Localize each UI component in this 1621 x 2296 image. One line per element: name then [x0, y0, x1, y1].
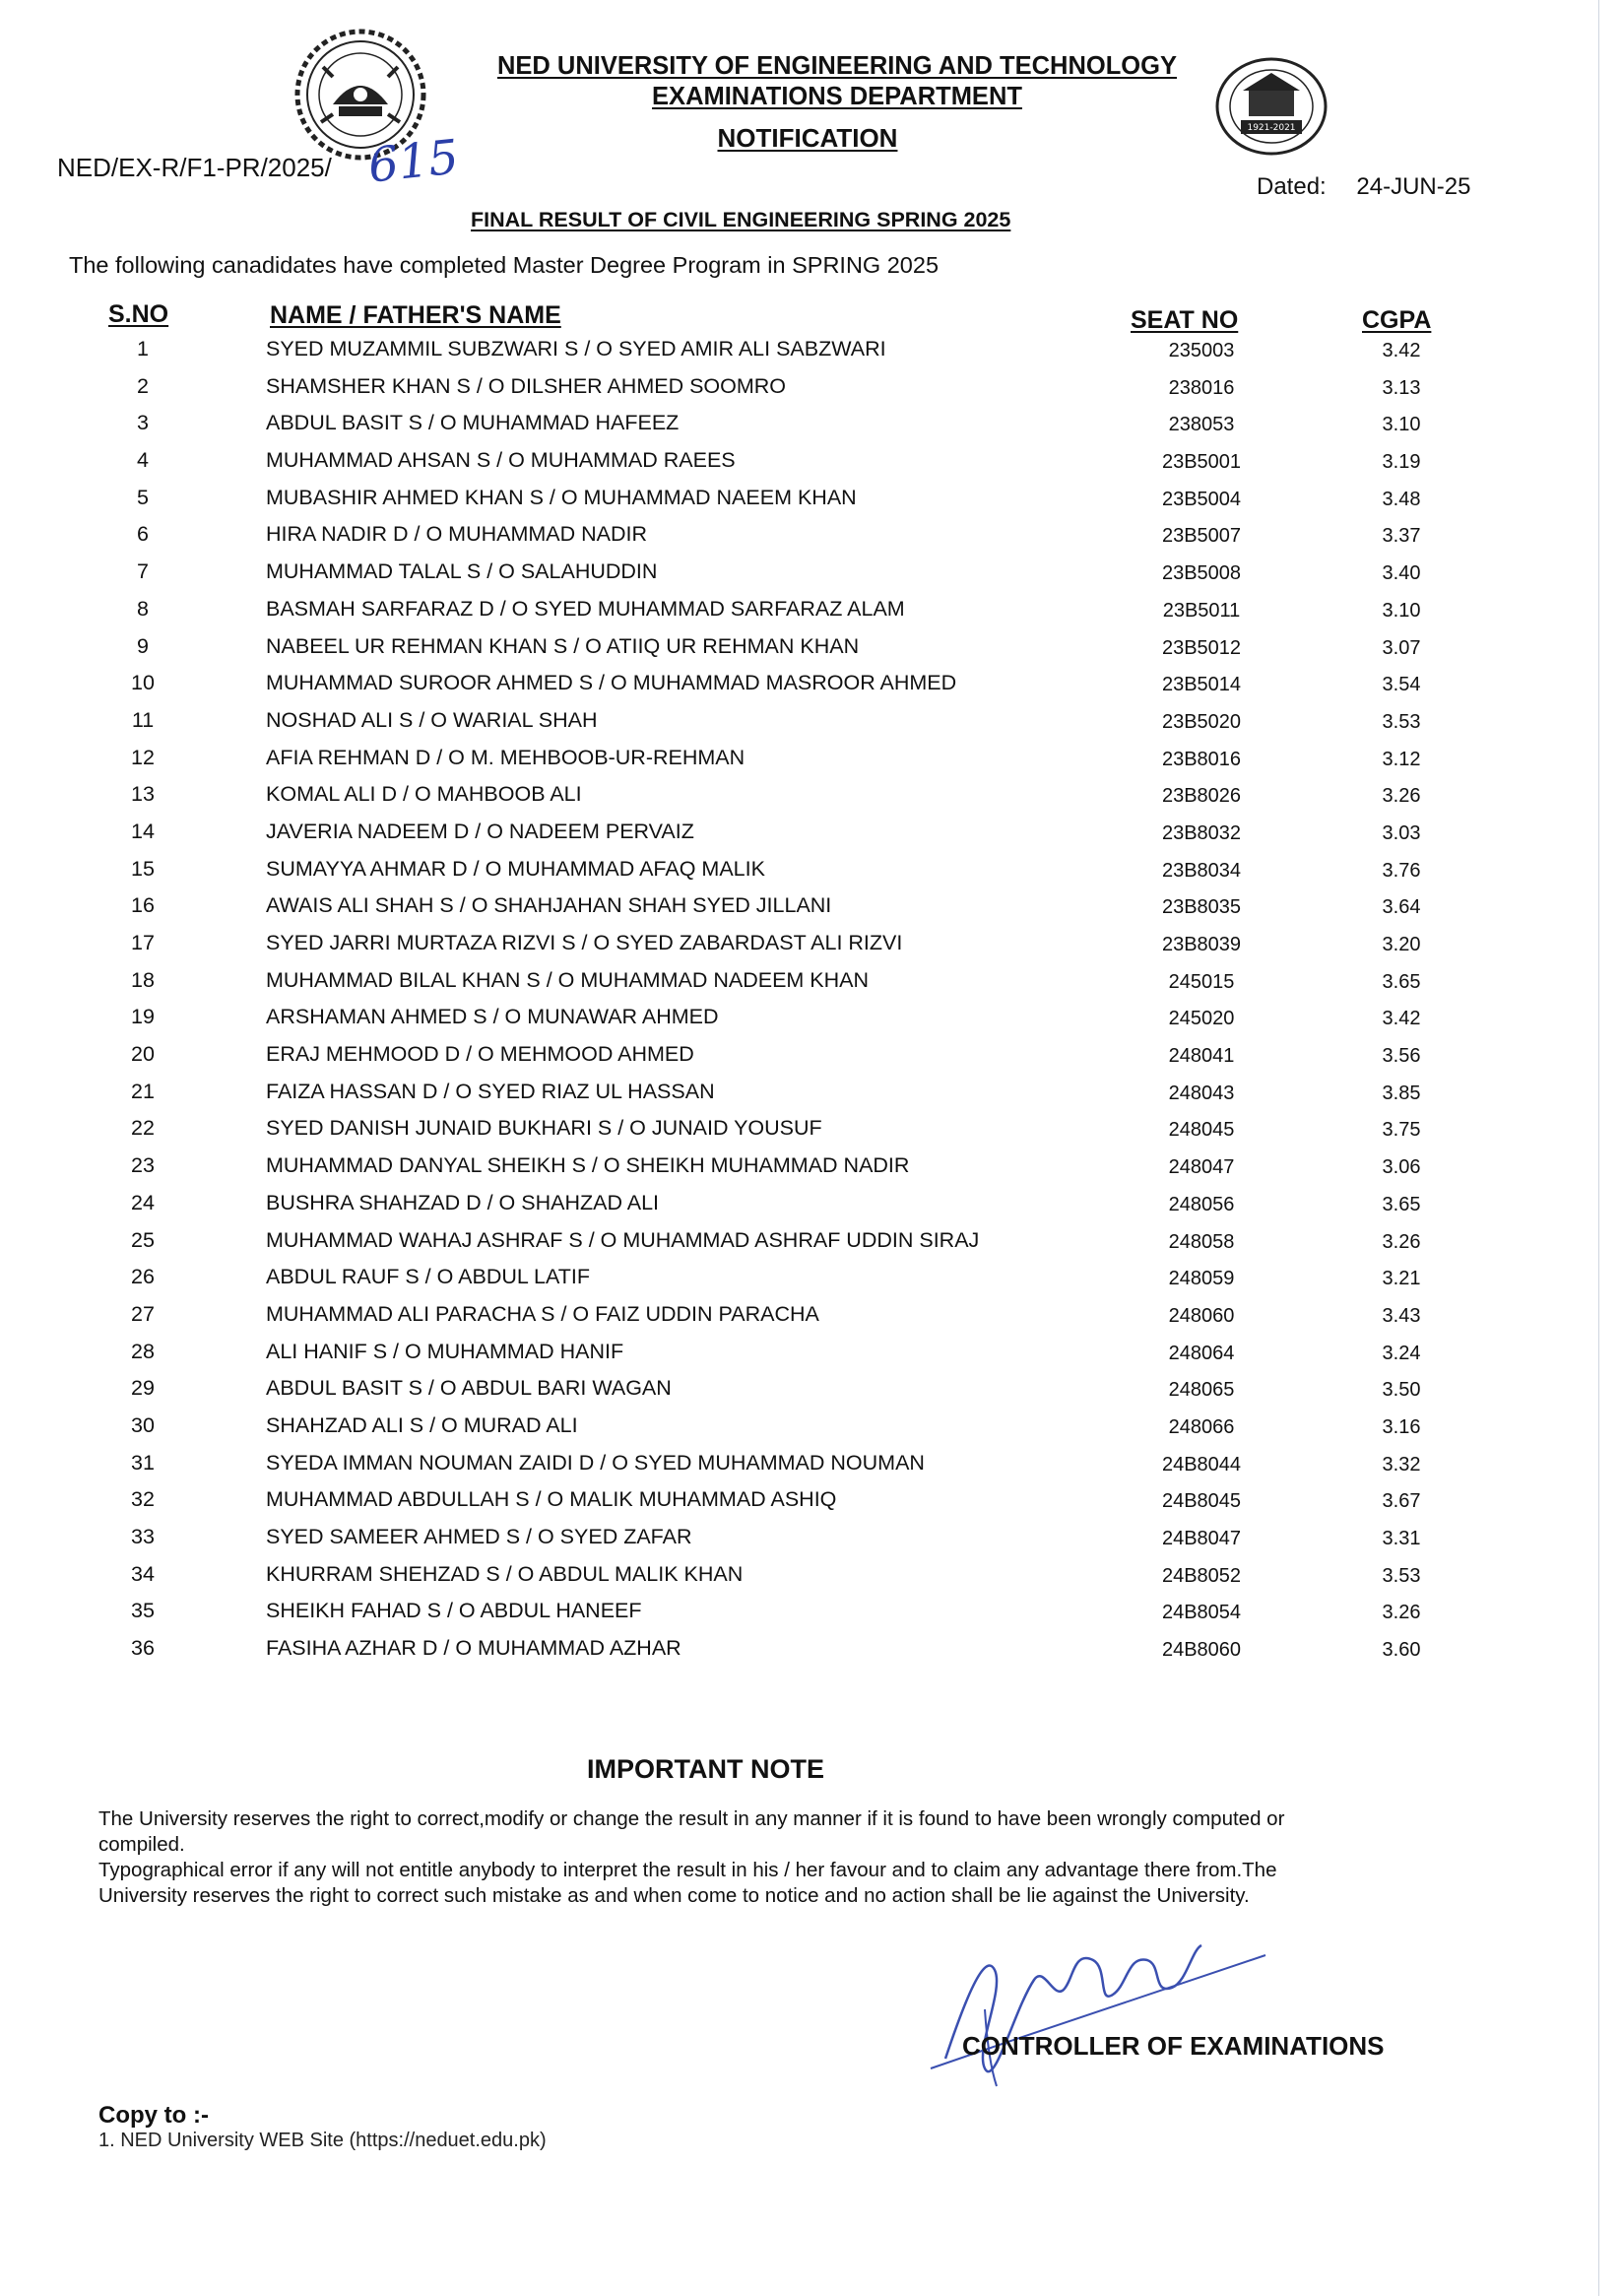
- header-sno: S.NO: [108, 300, 169, 328]
- cell-sno: 11: [131, 707, 155, 732]
- cell-name: SYEDA IMMAN NOUMAN ZAIDI D / O SYED MUHAMMAD NOUMAN: [266, 1450, 925, 1475]
- cell-name: MUHAMMAD SUROOR AHMED S / O MUHAMMAD MASROOR AHMED: [266, 671, 957, 695]
- reference-number: NED/EX-R/F1-PR/2025/: [57, 153, 332, 182]
- cell-cgpa: 3.07: [1382, 636, 1421, 659]
- cell-name: MUHAMMAD ALI PARACHA S / O FAIZ UDDIN PARACHA: [266, 1301, 819, 1326]
- cell-seat: 248066: [1168, 1415, 1235, 1438]
- cell-cgpa: 3.60: [1382, 1639, 1421, 1662]
- table-row: [0, 782, 1621, 820]
- table-row: [0, 634, 1621, 672]
- table-row: [0, 857, 1621, 894]
- cell-cgpa: 3.24: [1382, 1342, 1421, 1364]
- copy-to-item-1: 1. NED University WEB Site (https://neduet.edu.pk): [98, 2130, 547, 2151]
- table-row: [0, 448, 1621, 486]
- dated-value: 24-JUN-25: [1356, 173, 1471, 200]
- cell-name: KHURRAM SHEHZAD S / O ABDUL MALIK KHAN: [266, 1561, 744, 1586]
- cell-cgpa: 3.43: [1382, 1304, 1421, 1327]
- cell-sno: 32: [131, 1487, 155, 1512]
- cell-sno: 26: [131, 1265, 155, 1289]
- cell-name: SYED MUZAMMIL SUBZWARI S / O SYED AMIR ALI SABZWARI: [266, 337, 886, 361]
- cell-seat: 248045: [1168, 1119, 1235, 1142]
- cell-seat: 23B8039: [1161, 934, 1242, 955]
- cell-seat: 245020: [1168, 1008, 1235, 1030]
- cell-name: MUHAMMAD AHSAN S / O MUHAMMAD RAEES: [266, 448, 736, 473]
- cell-cgpa: 3.42: [1382, 1008, 1421, 1030]
- cell-cgpa: 3.37: [1382, 525, 1421, 548]
- table-row: [0, 1376, 1621, 1413]
- cell-name: AWAIS ALI SHAH S / O SHAHJAHAN SHAH SYED JILLANI: [266, 893, 832, 918]
- table-row: [0, 1042, 1621, 1080]
- cell-sno: 14: [131, 819, 155, 843]
- cell-name: AFIA REHMAN D / O M. MEHBOOB-UR-REHMAN: [266, 745, 746, 769]
- cell-sno: 15: [131, 856, 155, 881]
- cell-seat: 248047: [1168, 1156, 1235, 1179]
- cell-seat: 23B8034: [1161, 859, 1242, 882]
- cell-cgpa: 3.67: [1382, 1490, 1421, 1513]
- cell-sno: 3: [137, 411, 149, 435]
- cell-name: HIRA NADIR D / O MUHAMMAD NADIR: [266, 522, 648, 547]
- header-cgpa: CGPA: [1362, 306, 1432, 334]
- table-row: [0, 1525, 1621, 1562]
- copy-to-list: [98, 2130, 611, 2151]
- cell-sno: 8: [137, 596, 149, 621]
- cell-seat: 23B5011: [1162, 599, 1241, 622]
- cell-name: SYED JARRI MURTAZA RIZVI S / O SYED ZABARDAST ALI RIZVI: [266, 931, 903, 954]
- note-paragraph-1: The University reserves the right to correct,modify or change the result in any manner if it is found to have been wrongly computed or compiled.: [98, 1807, 1285, 1856]
- cell-cgpa: 3.19: [1382, 451, 1421, 474]
- cell-seat: 23B8032: [1161, 821, 1242, 844]
- table-row: [0, 411, 1621, 448]
- cell-cgpa: 3.31: [1382, 1528, 1421, 1549]
- date-line: [1257, 173, 1470, 201]
- dated-label: Dated:: [1257, 173, 1327, 200]
- cell-seat: 24B8047: [1161, 1528, 1242, 1549]
- cell-sno: 4: [137, 448, 149, 473]
- cell-seat: 23B5008: [1161, 562, 1242, 585]
- cell-sno: 9: [137, 633, 149, 658]
- cell-name: MUHAMMAD ABDULLAH S / O MALIK MUHAMMAD ASHIQ: [266, 1487, 837, 1512]
- cell-sno: 6: [137, 522, 149, 547]
- cell-name: NABEEL UR REHMAN KHAN S / O ATIIQ UR REHMAN KHAN: [266, 633, 860, 658]
- table-row: [0, 1451, 1621, 1488]
- intro-text: The following canadidates have completed Master Degree Program in SPRING 2025: [69, 252, 940, 278]
- cell-cgpa: 3.42: [1382, 340, 1421, 361]
- cell-seat: 238016: [1168, 376, 1235, 399]
- table-row: [0, 559, 1621, 597]
- cell-name: SHAMSHER KHAN S / O DILSHER AHMED SOOMRO: [266, 373, 787, 398]
- table-row: [0, 968, 1621, 1006]
- table-row: [0, 1599, 1621, 1636]
- cell-sno: 5: [137, 485, 149, 509]
- cell-seat: 24B8060: [1161, 1639, 1242, 1662]
- cell-cgpa: 3.12: [1382, 748, 1421, 770]
- department-name: EXAMINATIONS DEPARTMENT: [652, 83, 1022, 110]
- cell-name: ERAJ MEHMOOD D / O MEHMOOD AHMED: [266, 1042, 694, 1067]
- university-name: NED UNIVERSITY OF ENGINEERING AND TECHNOLOGY: [497, 52, 1177, 80]
- cell-name: SHEIKH FAHAD S / O ABDUL HANEEF: [266, 1599, 642, 1623]
- table-row: [0, 746, 1621, 783]
- cell-sno: 33: [131, 1525, 155, 1548]
- table-row: [0, 374, 1621, 412]
- cell-name: ABDUL BASIT S / O MUHAMMAD HAFEEZ: [266, 411, 680, 435]
- cell-seat: 235003: [1168, 340, 1235, 361]
- cell-sno: 18: [131, 967, 155, 992]
- cell-seat: 248060: [1168, 1304, 1235, 1327]
- table-row: [0, 522, 1621, 559]
- table-row: [0, 1636, 1621, 1673]
- cell-name: NOSHAD ALI S / O WARIAL SHAH: [266, 707, 598, 732]
- cell-sno: 22: [131, 1116, 155, 1141]
- header-name: NAME / FATHER'S NAME: [270, 301, 561, 329]
- table-row: [0, 1005, 1621, 1042]
- cell-name: MUBASHIR AHMED KHAN S / O MUHAMMAD NAEEM KHAN: [266, 485, 857, 509]
- cell-name: MUHAMMAD DANYAL SHEIKH S / O SHEIKH MUHAMMAD NADIR: [266, 1153, 910, 1178]
- table-row: [0, 1562, 1621, 1600]
- cell-cgpa: 3.16: [1382, 1415, 1421, 1438]
- cell-sno: 29: [131, 1376, 155, 1401]
- notification-title: NOTIFICATION: [717, 123, 898, 153]
- cell-cgpa: 3.10: [1382, 599, 1421, 622]
- cell-seat: 23B8026: [1161, 785, 1242, 808]
- cell-sno: 23: [131, 1153, 155, 1178]
- cell-cgpa: 3.64: [1382, 896, 1421, 919]
- cell-sno: 24: [131, 1190, 155, 1214]
- cell-cgpa: 3.75: [1382, 1119, 1421, 1142]
- cell-name: JAVERIA NADEEM D / O NADEEM PERVAIZ: [266, 819, 694, 843]
- note-paragraph-2: Typographical error if any will not entitle anybody to interpret the result in his / her favour and to claim any advantage there from.The University reserves the right to correct such mistake as and when come to notice and no action shall be lie against the University.: [98, 1859, 1277, 1907]
- cell-cgpa: 3.40: [1382, 562, 1421, 585]
- cell-seat: 24B8052: [1161, 1564, 1242, 1587]
- cell-seat: 23B5012: [1161, 636, 1242, 659]
- university-header: [463, 51, 1211, 112]
- cell-cgpa: 3.65: [1382, 970, 1421, 993]
- cell-seat: 248064: [1168, 1342, 1235, 1364]
- table-row: [0, 1265, 1621, 1302]
- cell-cgpa: 3.65: [1382, 1193, 1421, 1215]
- table-row: [0, 931, 1621, 968]
- handwritten-reference: 615: [365, 129, 462, 194]
- cell-sno: 30: [131, 1412, 155, 1437]
- table-row: [0, 1413, 1621, 1451]
- cell-seat: 248056: [1168, 1193, 1235, 1215]
- table-row: [0, 1487, 1621, 1525]
- cell-cgpa: 3.48: [1382, 488, 1421, 510]
- cell-seat: 238053: [1168, 414, 1235, 436]
- cell-name: FASIHA AZHAR D / O MUHAMMAD AZHAR: [266, 1636, 681, 1661]
- cell-cgpa: 3.03: [1382, 821, 1421, 844]
- cell-name: SUMAYYA AHMAR D / O MUHAMMAD AFAQ MALIK: [266, 856, 765, 881]
- table-row: [0, 820, 1621, 857]
- cell-cgpa: 3.53: [1382, 1564, 1421, 1587]
- cell-cgpa: 3.10: [1382, 414, 1421, 436]
- cell-name: BASMAH SARFARAZ D / O SYED MUHAMMAD SARFARAZ ALAM: [266, 596, 905, 621]
- cell-cgpa: 3.56: [1382, 1045, 1421, 1068]
- cell-cgpa: 3.85: [1382, 1082, 1421, 1104]
- table-row: [0, 708, 1621, 746]
- cell-name: KOMAL ALI D / O MAHBOOB ALI: [266, 782, 582, 807]
- cell-cgpa: 3.32: [1382, 1453, 1421, 1476]
- copy-to-label: Copy to :-: [98, 2102, 209, 2129]
- result-table: [0, 337, 1621, 1673]
- cell-cgpa: 3.76: [1382, 859, 1421, 882]
- cell-sno: 36: [131, 1636, 155, 1661]
- cell-seat: 248065: [1168, 1379, 1235, 1402]
- cell-sno: 13: [131, 782, 155, 807]
- table-row: [0, 1191, 1621, 1228]
- cell-seat: 23B5004: [1161, 488, 1242, 510]
- cell-sno: 7: [137, 559, 149, 584]
- cell-cgpa: 3.26: [1382, 1602, 1421, 1624]
- table-row: [0, 893, 1621, 931]
- cell-sno: 10: [131, 671, 155, 695]
- note-title: IMPORTANT NOTE: [587, 1754, 824, 1784]
- cell-seat: 23B5001: [1161, 451, 1242, 474]
- cell-name: ARSHAMAN AHMED S / O MUNAWAR AHMED: [266, 1005, 719, 1029]
- cell-seat: 23B5020: [1161, 710, 1242, 733]
- cell-seat: 23B5014: [1161, 674, 1242, 696]
- signature-icon: [926, 1911, 1280, 2088]
- cell-seat: 245015: [1168, 970, 1235, 993]
- cell-name: BUSHRA SHAHZAD D / O SHAHZAD ALI: [266, 1190, 660, 1214]
- cell-sno: 25: [131, 1227, 155, 1252]
- svg-text:1921-2021: 1921-2021: [1247, 123, 1296, 133]
- table-row: [0, 671, 1621, 708]
- cell-name: ALI HANIF S / O MUHAMMAD HANIF: [266, 1339, 624, 1363]
- note-text: [98, 1806, 1310, 1909]
- cell-sno: 20: [131, 1042, 155, 1067]
- cell-cgpa: 3.54: [1382, 674, 1421, 696]
- cell-sno: 17: [131, 931, 155, 954]
- cell-cgpa: 3.26: [1382, 785, 1421, 808]
- cell-cgpa: 3.53: [1382, 710, 1421, 733]
- table-row: [0, 1228, 1621, 1266]
- table-row: [0, 337, 1621, 374]
- table-row: [0, 597, 1621, 634]
- cell-cgpa: 3.20: [1382, 934, 1421, 955]
- cell-cgpa: 3.50: [1382, 1379, 1421, 1402]
- cell-seat: 248059: [1168, 1268, 1235, 1290]
- table-row: [0, 1153, 1621, 1191]
- signatory-title: CONTROLLER OF EXAMINATIONS: [962, 2031, 1385, 2061]
- cell-sno: 21: [131, 1079, 155, 1103]
- cell-sno: 16: [131, 893, 155, 918]
- cell-name: SYED SAMEER AHMED S / O SYED ZAFAR: [266, 1525, 692, 1548]
- cell-sno: 35: [131, 1599, 155, 1623]
- cell-name: FAIZA HASSAN D / O SYED RIAZ UL HASSAN: [266, 1079, 715, 1103]
- table-row: [0, 1116, 1621, 1153]
- result-title: FINAL RESULT OF CIVIL ENGINEERING SPRING 2025: [471, 208, 1011, 231]
- cell-sno: 27: [131, 1301, 155, 1326]
- cell-name: ABDUL BASIT S / O ABDUL BARI WAGAN: [266, 1376, 672, 1401]
- cell-seat: 24B8044: [1161, 1453, 1242, 1476]
- cell-sno: 28: [131, 1339, 155, 1363]
- cell-seat: 23B8016: [1161, 748, 1242, 770]
- cell-cgpa: 3.21: [1382, 1268, 1421, 1290]
- cell-sno: 34: [131, 1561, 155, 1586]
- cell-seat: 24B8054: [1161, 1602, 1242, 1624]
- cell-name: ABDUL RAUF S / O ABDUL LATIF: [266, 1265, 590, 1289]
- table-row: [0, 1080, 1621, 1117]
- cell-sno: 31: [131, 1450, 155, 1475]
- cell-sno: 12: [131, 745, 155, 769]
- cell-seat: 24B8045: [1161, 1490, 1242, 1513]
- cell-seat: 248041: [1168, 1045, 1235, 1068]
- centenary-seal-icon: [1213, 55, 1329, 158]
- cell-sno: 19: [131, 1005, 155, 1029]
- table-row: [0, 1302, 1621, 1340]
- table-row: [0, 486, 1621, 523]
- cell-cgpa: 3.13: [1382, 376, 1421, 399]
- header-seat: SEAT NO: [1131, 306, 1239, 334]
- cell-cgpa: 3.26: [1382, 1230, 1421, 1253]
- cell-cgpa: 3.06: [1382, 1156, 1421, 1179]
- cell-seat: 23B8035: [1161, 896, 1242, 919]
- cell-seat: 248058: [1168, 1230, 1235, 1253]
- cell-seat: 23B5007: [1161, 525, 1242, 548]
- table-row: [0, 1340, 1621, 1377]
- cell-seat: 248043: [1168, 1082, 1235, 1104]
- cell-sno: 1: [137, 337, 149, 361]
- cell-name: SHAHZAD ALI S / O MURAD ALI: [266, 1412, 578, 1437]
- cell-name: SYED DANISH JUNAID BUKHARI S / O JUNAID YOUSUF: [266, 1116, 822, 1141]
- cell-name: MUHAMMAD TALAL S / O SALAHUDDIN: [266, 559, 658, 584]
- cell-name: MUHAMMAD BILAL KHAN S / O MUHAMMAD NADEEM KHAN: [266, 967, 870, 992]
- cell-name: MUHAMMAD WAHAJ ASHRAF S / O MUHAMMAD ASHRAF UDDIN SIRAJ: [266, 1227, 980, 1252]
- cell-sno: 2: [137, 373, 149, 398]
